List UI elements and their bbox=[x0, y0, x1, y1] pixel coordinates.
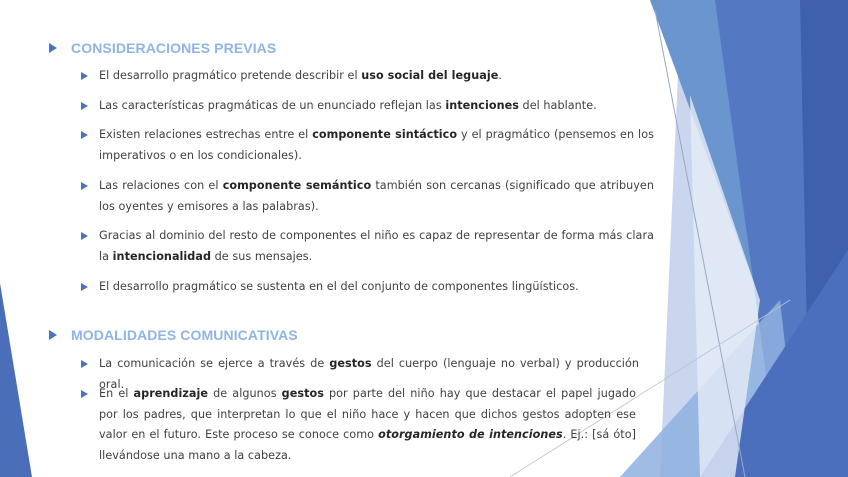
text-run: del hablante. bbox=[518, 99, 597, 112]
bold-term: intenciones bbox=[445, 99, 519, 112]
text-run: de sus mensajes. bbox=[211, 249, 313, 263]
section-heading: CONSIDERACIONES PREVIAS bbox=[71, 40, 277, 56]
bullet-text bbox=[99, 277, 654, 298]
bullet-arrow-icon bbox=[81, 283, 88, 291]
bold-term: uso social del leguaje bbox=[361, 69, 499, 82]
text-run: Las características pragmáticas de un enunciado reflejan las bbox=[99, 99, 446, 112]
text-run: El desarrollo pragmático pretende describir el bbox=[99, 69, 362, 82]
text-run: . bbox=[498, 69, 502, 82]
text-run: La comunicación se ejerce a través de bbox=[99, 357, 330, 370]
bullet-arrow-icon bbox=[81, 390, 88, 398]
bullet-text bbox=[99, 384, 636, 466]
text-run: de algunos bbox=[208, 387, 282, 400]
text-run: y el pragmático (pensemos en los imperativos o en los condicionales). bbox=[99, 128, 654, 162]
text-run: por parte del niño hay que destacar el papel jugado por los padres, que interpretan lo que el niño hace y hacen que dichos gestos adopten ese valor en el futuro. Este proceso se conoce como bbox=[99, 387, 636, 441]
bold-term: aprendizaje bbox=[133, 387, 209, 400]
emphasis-wrapper bbox=[378, 428, 563, 441]
bullet-text bbox=[99, 66, 654, 87]
bullet-arrow-icon bbox=[81, 182, 88, 190]
text-run: del cuerpo (lenguaje no verbal) y producción oral. bbox=[99, 357, 639, 391]
text-run: El desarrollo pragmático se sustenta en el del conjunto de componentes lingüísticos. bbox=[99, 280, 579, 293]
bullet-arrow-icon bbox=[81, 102, 88, 110]
bullet-text bbox=[99, 125, 654, 166]
heading-bullet-icon bbox=[49, 43, 57, 53]
text-run: también son cercanas (significado que atribuyen los oyentes y emisores a las palabras). bbox=[99, 179, 654, 213]
left-edge-triangle bbox=[0, 283, 32, 477]
text-run: . Ej.: [sá óto] llevándose una mano a la cabeza. bbox=[99, 428, 637, 462]
bold-term: intencionalidad bbox=[112, 249, 212, 263]
text-run: Las relaciones con el bbox=[99, 179, 223, 192]
section-heading: MODALIDADES COMUNICATIVAS bbox=[71, 327, 298, 343]
text-run: Existen relaciones estrechas entre el bbox=[99, 128, 313, 141]
bullet-text bbox=[99, 176, 654, 217]
bold-term: componente sintáctico bbox=[312, 128, 458, 141]
bold-term: gestos bbox=[329, 357, 372, 370]
bullet-arrow-icon bbox=[81, 232, 88, 240]
emphasis-text: otorgamiento de intenciones bbox=[378, 428, 563, 441]
bullet-text bbox=[99, 226, 654, 267]
heading-bullet-icon bbox=[49, 330, 57, 340]
bullet-arrow-icon bbox=[81, 360, 88, 368]
text-run: En el bbox=[99, 387, 134, 400]
bold-term: componente semántico bbox=[222, 179, 372, 192]
bold-term: gestos bbox=[281, 387, 324, 400]
text-run: Gracias al dominio del resto de componentes el niño es capaz de representar de forma más clara la bbox=[99, 229, 654, 263]
bullet-arrow-icon bbox=[81, 72, 88, 80]
bullet-arrow-icon bbox=[81, 131, 88, 139]
bullet-text bbox=[99, 96, 654, 117]
